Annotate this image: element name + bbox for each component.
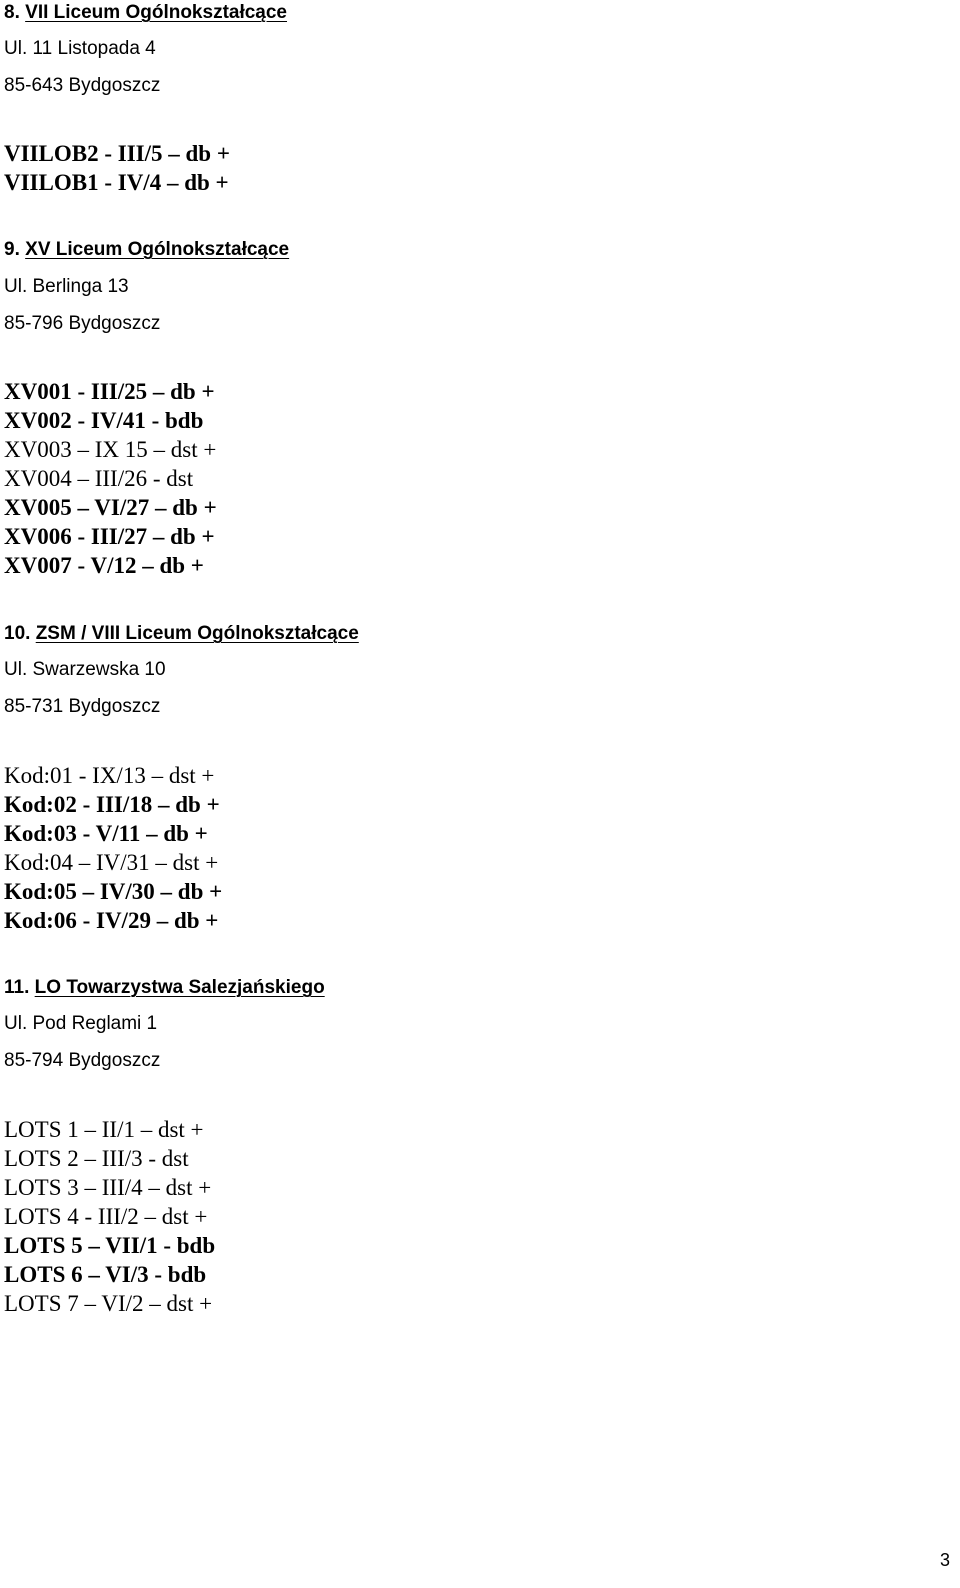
city-address: 85-643 Bydgoszcz — [4, 75, 161, 96]
street-address: Ul. Berlinga 13 — [4, 276, 129, 297]
code-line: VIILOB2 - III/5 – db + — [4, 141, 230, 166]
city-address: 85-794 Bydgoszcz — [4, 1050, 161, 1071]
street-address: Ul. Swarzewska 10 — [4, 659, 166, 680]
code-line: XV007 - V/12 – db + — [4, 553, 204, 578]
code-line: Kod:05 – IV/30 – db + — [4, 879, 223, 904]
school-name: ZSM / VIII Liceum Ogólnokształcące — [35, 623, 359, 644]
school-number: 10. — [4, 623, 31, 644]
code-line: LOTS 6 – VI/3 - bdb — [4, 1262, 207, 1287]
code-line: Kod:06 - IV/29 – db + — [4, 908, 219, 933]
code-line: Kod:01 - IX/13 – dst + — [4, 763, 215, 788]
street-address: Ul. Pod Reglami 1 — [4, 1013, 158, 1034]
school-name: LO Towarzystwa Salezjańskiego — [34, 977, 325, 998]
code-line: XV005 – VI/27 – db + — [4, 495, 217, 520]
school-heading — [4, 240, 289, 259]
street-address: Ul. 11 Listopada 4 — [4, 38, 156, 59]
code-line: XV006 - III/27 – db + — [4, 524, 215, 549]
school-heading — [4, 3, 287, 22]
code-line: Kod:04 – IV/31 – dst + — [4, 850, 219, 875]
school-number: 8. — [4, 2, 20, 23]
school-heading — [4, 978, 325, 997]
code-line: Kod:03 - V/11 – db + — [4, 821, 208, 846]
page-number: 3 — [939, 1550, 950, 1570]
code-line: XV004 – III/26 - dst — [4, 466, 194, 491]
code-line: VIILOB1 - IV/4 – db + — [4, 170, 229, 195]
school-number: 9. — [4, 239, 20, 260]
city-address: 85-731 Bydgoszcz — [4, 696, 161, 717]
code-line: XV001 - III/25 – db + — [4, 379, 215, 404]
school-name: XV Liceum Ogólnokształcące — [25, 239, 290, 260]
school-name: VII Liceum Ogólnokształcące — [25, 2, 288, 23]
school-heading — [4, 624, 359, 643]
code-line: LOTS 4 - III/2 – dst + — [4, 1204, 208, 1229]
school-number: 11. — [4, 977, 30, 998]
code-line: XV002 - IV/41 - bdb — [4, 408, 204, 433]
code-line: LOTS 5 – VII/1 - bdb — [4, 1233, 216, 1258]
code-line: XV003 – IX 15 – dst + — [4, 437, 217, 462]
code-line: LOTS 3 – III/4 – dst + — [4, 1175, 212, 1200]
code-line: LOTS 2 – III/3 - dst — [4, 1146, 189, 1171]
code-line: LOTS 7 – VI/2 – dst + — [4, 1291, 213, 1316]
city-address: 85-796 Bydgoszcz — [4, 313, 161, 334]
code-line: Kod:02 - III/18 – db + — [4, 792, 220, 817]
code-line: LOTS 1 – II/1 – dst + — [4, 1117, 204, 1142]
